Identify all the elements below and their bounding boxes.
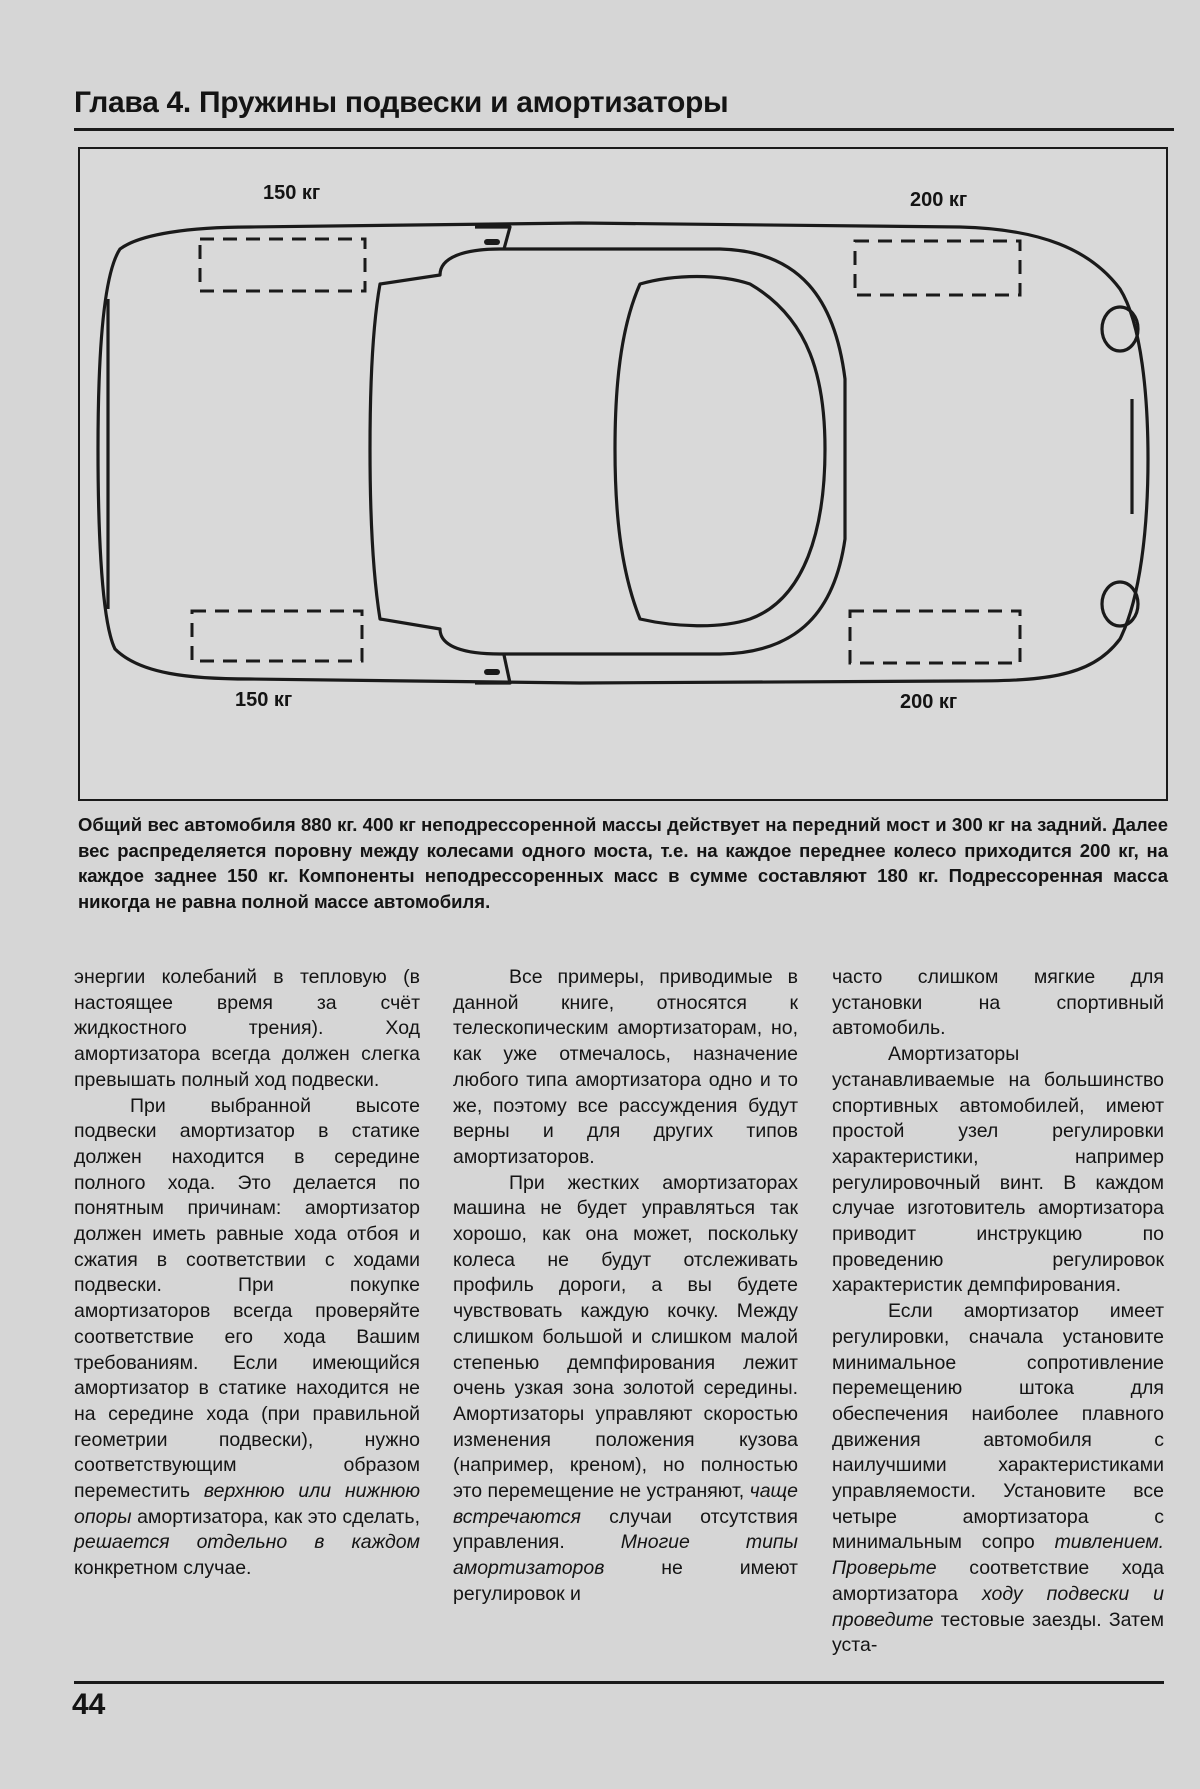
col3-paragraph-3 [832,1299,1164,1659]
left-mirror [475,227,510,249]
headlight-top [1102,307,1138,351]
mass-label-front-right: 200 кг [900,691,958,713]
page-title: Глава 4. Пружины подвески и амортизаторы [74,86,729,119]
col2-p2-italic-a: чаще встречаются [453,1480,798,1528]
wheel-rear-right [192,611,362,661]
left-door-handle [484,239,500,245]
text-column-1 [74,965,420,1582]
col2-paragraph-1: Все примеры, приводимые в данной книге, относятся к телескопическим амортизаторам, но, как уже отмечалось, назначение любого типа амортизатора одно и то же, поэтому все рассуждения будут верны и для других типов амортизаторов. [453,966,798,1168]
col2-p2-tail: не имеют регулировок и [453,1557,798,1605]
text-column-2 [453,965,798,1608]
wheel-front-left [855,241,1020,295]
col3-paragraph-1: часто слишком мягкие для установки на спортивный автомобиль. [832,966,1164,1040]
car-cabin-outline [370,249,845,654]
col1-paragraph-2 [74,1094,420,1582]
mass-label-front-left: 200 кг [910,189,968,211]
col3-p3-text: Если амортизатор имеет регулировки, сначала установите минимальное сопротивление перемещению штока для обеспечения наиболее плавного движения автомобиля с наилучшими характеристиками управляемости. Установите все четыре амортизатора с минимальным сопро [832,1300,1164,1554]
col1-paragraph-1: энергии колебаний в тепловую (в настоящее время за счёт жидкостного трения). Ход амортизатора всегда должен слегка превышать полный ход подвески. [74,966,420,1091]
mass-label-rear-right: 150 кг [235,689,293,711]
mass-label-rear-left: 150 кг [263,182,321,204]
figure-caption: Общий вес автомобиля 880 кг. 400 кг неподрессоренной массы действует на передний мост и 300 кг на задний. Далее вес распределяется поровну между колесами одного моста, т.е. на каждое переднее колесо приходится 200 кг, на каждое заднее 150 кг. Компоненты неподрессоренных масс в сумме составляют 180 кг. Подрессоренная масса никогда не равна полной массе автомобиля. [78,814,1168,912]
col3-p3-italic-b: ходу подвески и проведите [832,1582,1164,1631]
windshield-outline [615,277,825,626]
wheel-rear-left [200,239,365,291]
col3-p3-mid: соответствие хода амортизатора [832,1557,1165,1605]
col2-p2-text: При жестких амортизаторах машина не будет управляться так хорошо, как она может, поскольку колеса не будут отслеживать профиль дороги, а вы будете чувствовать каждую кочку. Между слишком большой и слишком малой степенью демпфирования лежит очень узкая зона золотой середины. Амортизаторы управляют скоростью изменения положения кузова (например, креном), но полностью это перемещение не устраняют, [453,1171,798,1503]
bottom-rule [74,1681,1164,1684]
col1-p2-italic-b: решается отдельно в каждом [74,1531,420,1554]
right-door-handle [484,669,500,675]
col1-p2-tail-b: конкретном случае. [74,1557,252,1580]
col1-p2-italic-a: верхнюю или нижнюю опоры [74,1480,421,1528]
col2-paragraph-2 [453,1171,798,1608]
col3-paragraph-2: Амортизаторы устанавливаемые на большинство спортивных автомобилей, имеют простой узел регулировки характеристики, например регулировочный винт. В каждом случае изготовитель амортизатора приводит инструкцию по проведению регулировок характеристик демпфирования. [832,1043,1164,1297]
col1-p2-text: При выбранной высоте подвески амортизатор в статике должен находится в середине полного хода. Это делается по понятным причинам: амортизатор должен иметь равные хода отбоя и сжатия в соответствии с ходами подвески. При покупке амортизаторов всегда проверяйте соответствие его хода Вашим требованиям. Если имеющийся амортизатор в статике находится не на середине хода (при правильной геометрии подвески), нужно соответствующим образом переместить [74,1094,420,1503]
col3-p3-tail: тестовые заезды. Затем уста- [832,1608,1165,1657]
figure-frame [78,147,1168,801]
page-number: 44 [72,1688,106,1721]
title-rule [74,128,1174,131]
col1-p2-tail-a: амортизатора, как это сделать, [137,1505,421,1528]
wheel-front-right [850,611,1020,663]
col3-p3-italic-a: тивлением. Проверьте [832,1531,1165,1580]
col2-p2-italic-b: Многие типы амортизаторов [453,1531,799,1580]
col2-p2-mid: случаи отсутствия управления. [453,1505,798,1554]
text-column-3 [832,965,1164,1659]
